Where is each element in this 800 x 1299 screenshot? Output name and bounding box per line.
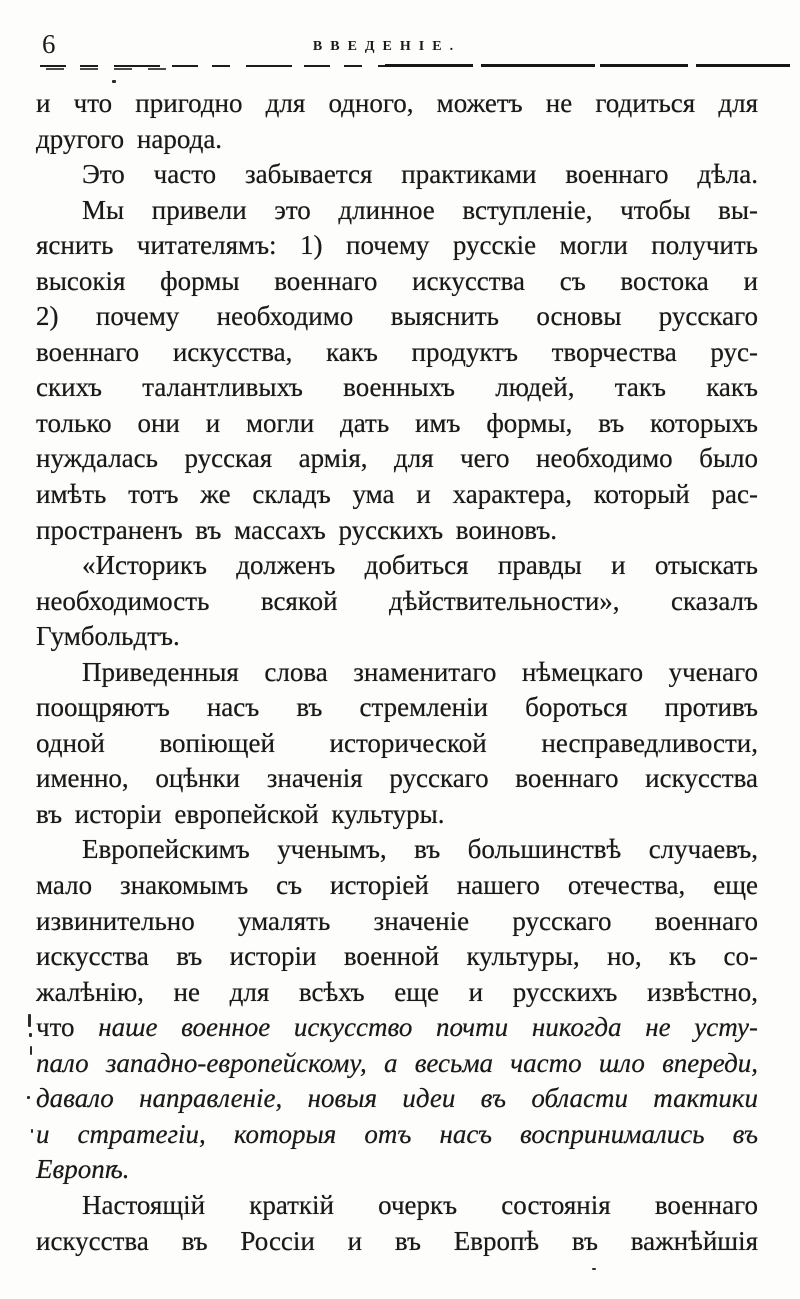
text-line-main: именно, оцѣнки значенія русскаго военнаго искусства <box>36 763 758 794</box>
text-line-main: извинительно умалять значеніе русскаго военнаго <box>36 905 758 936</box>
scan-artifact <box>592 1268 596 1270</box>
text-line-main: военнаго искусства, какъ продуктъ творчества рус- <box>36 336 758 367</box>
text-line <box>36 513 758 549</box>
scan-artifact <box>27 1096 30 1099</box>
text-line-main: пространенъ въ массахъ русскихъ воиновъ. <box>36 514 558 545</box>
text-line-main: и стратегіи, которыя отъ насъ воспринимались въ <box>36 1118 758 1149</box>
text-line-main: Мы привели это длинное вступленіе, чтобы вы- <box>82 194 758 225</box>
text-line <box>36 584 758 620</box>
scan-artifact <box>28 1014 31 1027</box>
text-line <box>36 1117 758 1153</box>
text-line <box>36 655 758 691</box>
text-line <box>36 370 758 406</box>
text-line-main: яснить читателямъ: 1) почему русскіе могли получить <box>36 230 758 261</box>
text-line <box>36 193 758 229</box>
text-line <box>36 477 758 513</box>
scan-artifact <box>31 1129 33 1133</box>
text-line-main: Настоящій краткій очеркъ состоянія военнаго <box>82 1189 758 1220</box>
text-line-main: и что пригодно для одного, можетъ не годиться для <box>36 88 758 118</box>
text-line-main: въ исторіи европейской культуры. <box>36 798 445 829</box>
text-line <box>36 761 758 797</box>
text-line <box>36 904 758 940</box>
text-line <box>36 1152 758 1188</box>
text-line-main: другого народа. <box>36 123 223 154</box>
text-line-main: одной вопіющей исторической несправедливости, <box>36 727 758 758</box>
text-line-main: искусства въ исторіи военной культуры, но, къ со- <box>36 941 758 972</box>
text-line <box>36 86 758 122</box>
text-line <box>36 1081 758 1117</box>
text-line <box>36 228 758 264</box>
text-line <box>36 797 758 833</box>
header-rule-segment <box>40 65 385 67</box>
text-line-main: Гумбольдтъ. <box>36 621 180 652</box>
text-line <box>36 975 758 1011</box>
text-line <box>36 1046 758 1082</box>
text-line-main: необходимость всякой дѣйствительности», сказалъ <box>36 585 758 616</box>
text-line <box>36 868 758 904</box>
scan-artifact <box>29 1033 32 1037</box>
scan-artifact <box>30 1046 32 1055</box>
text-line-main: искусства въ Россіи и въ Европѣ въ важнѣйшія <box>36 1225 758 1256</box>
text-line <box>36 335 758 371</box>
text-line-lead: что <box>36 1012 75 1043</box>
scan-artifact <box>112 80 116 83</box>
text-line <box>36 406 758 442</box>
text-line-main: нуждалась русская армія, для чего необходимо было <box>36 443 758 474</box>
body-text <box>36 86 758 1259</box>
text-line-main: Это часто забывается практиками военнаго дѣла. <box>82 159 758 190</box>
text-line <box>36 939 758 975</box>
page-number: 6 <box>42 29 56 59</box>
text-line-main: Европейскимъ ученымъ, въ большинствѣ случаевъ, <box>82 834 758 865</box>
text-line <box>36 619 758 655</box>
text-line-main: жалѣнію, не для всѣхъ еще и русскихъ извѣстно, <box>36 976 758 1007</box>
text-line <box>36 832 758 868</box>
text-line <box>36 1188 758 1224</box>
text-line <box>36 1224 758 1260</box>
text-line-main: только они и могли дать имъ формы, въ которыхъ <box>36 407 758 438</box>
header-rule <box>40 63 790 71</box>
text-line-main: 2) почему необходимо выяснить основы русскаго <box>36 301 758 332</box>
text-line <box>36 1010 758 1046</box>
header-rule-segment <box>46 68 166 70</box>
text-line <box>36 264 758 300</box>
text-line <box>36 690 758 726</box>
text-line <box>36 157 758 193</box>
text-line-main: Европѣ. <box>36 1154 130 1185</box>
text-line-main: наше военное искусство почти никогда не усту- <box>98 1012 759 1043</box>
text-line <box>36 726 758 762</box>
text-line-main: Приведенныя слова знаменитаго нѣмецкаго ученаго <box>82 656 758 687</box>
text-line-main: мало знакомымъ съ исторіей нашего отечества, еще <box>36 870 758 901</box>
text-line <box>36 299 758 335</box>
running-title: ВВЕДЕНІЕ. <box>312 39 462 54</box>
text-line-main: имѣть тотъ же складъ ума и характера, который рас- <box>36 479 758 510</box>
text-line-main: «Историкъ долженъ добиться правды и отыскать <box>82 550 758 581</box>
text-line-main: пало западно-европейскому, а весьма часто шло впереди, <box>36 1047 758 1078</box>
text-line-main: давало направленіе, новыя идеи въ области тактики <box>36 1083 758 1114</box>
text-line <box>36 548 758 584</box>
text-line-main: поощряютъ насъ въ стремленіи бороться противъ <box>36 692 758 723</box>
text-line-main: скихъ талантливыхъ военныхъ людей, такъ какъ <box>36 372 758 403</box>
text-line-main: высокія формы военнаго искусства съ востока и <box>36 265 758 296</box>
header-rule-segment <box>385 64 790 67</box>
text-line <box>36 122 758 158</box>
text-line <box>36 441 758 477</box>
